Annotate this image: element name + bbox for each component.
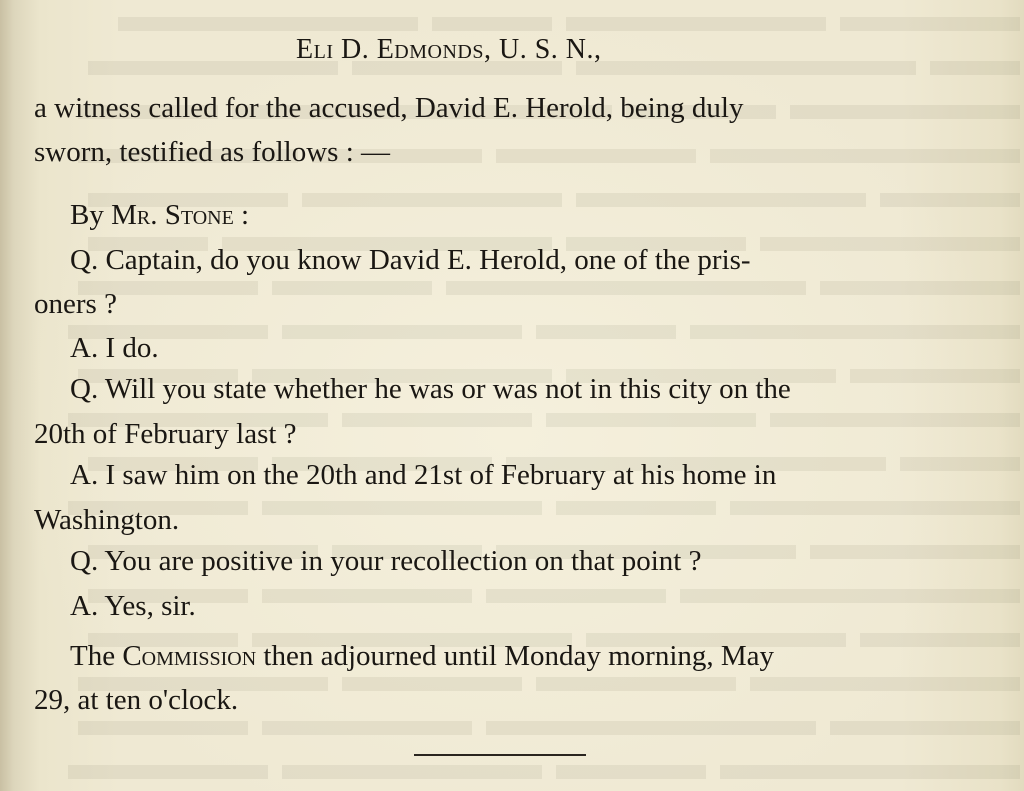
examiner-prefix: By (70, 199, 104, 231)
closing-commission: Commission (122, 640, 257, 672)
answer-3: A. Yes, sir. (70, 590, 196, 622)
question-2-line-1: Q. Will you state whether he was or was not in this city on the (70, 373, 791, 405)
examiner-name: Mr. Stone : (111, 199, 250, 231)
answer-1: A. I do. (70, 332, 159, 364)
section-divider-rule (414, 754, 586, 756)
closing-the: The (70, 640, 116, 672)
intro-line-1: a witness called for the accused, David E. Herold, being duly (34, 92, 744, 124)
closing-rest: then adjourned until Monday morning, May (263, 640, 775, 672)
examiner-line (70, 199, 249, 232)
question-3: Q. You are positive in your recollection on that point ? (70, 545, 702, 577)
answer-2-line-1: A. I saw him on the 20th and 21st of February at his home in (70, 459, 777, 491)
answer-2-line-2: Washington. (34, 504, 180, 536)
question-1-line-1: Q. Captain, do you know David E. Herold, one of the pris- (70, 244, 751, 276)
question-1-line-2: oners ? (34, 288, 117, 320)
closing-line-1 (70, 640, 774, 673)
question-2-line-2: 20th of February last ? (34, 418, 297, 450)
intro-line-2: sworn, testified as follows : — (34, 136, 391, 168)
witness-heading: Eli D. Edmonds, U. S. N., (296, 34, 602, 65)
closing-line-2: 29, at ten o'clock. (34, 684, 239, 716)
